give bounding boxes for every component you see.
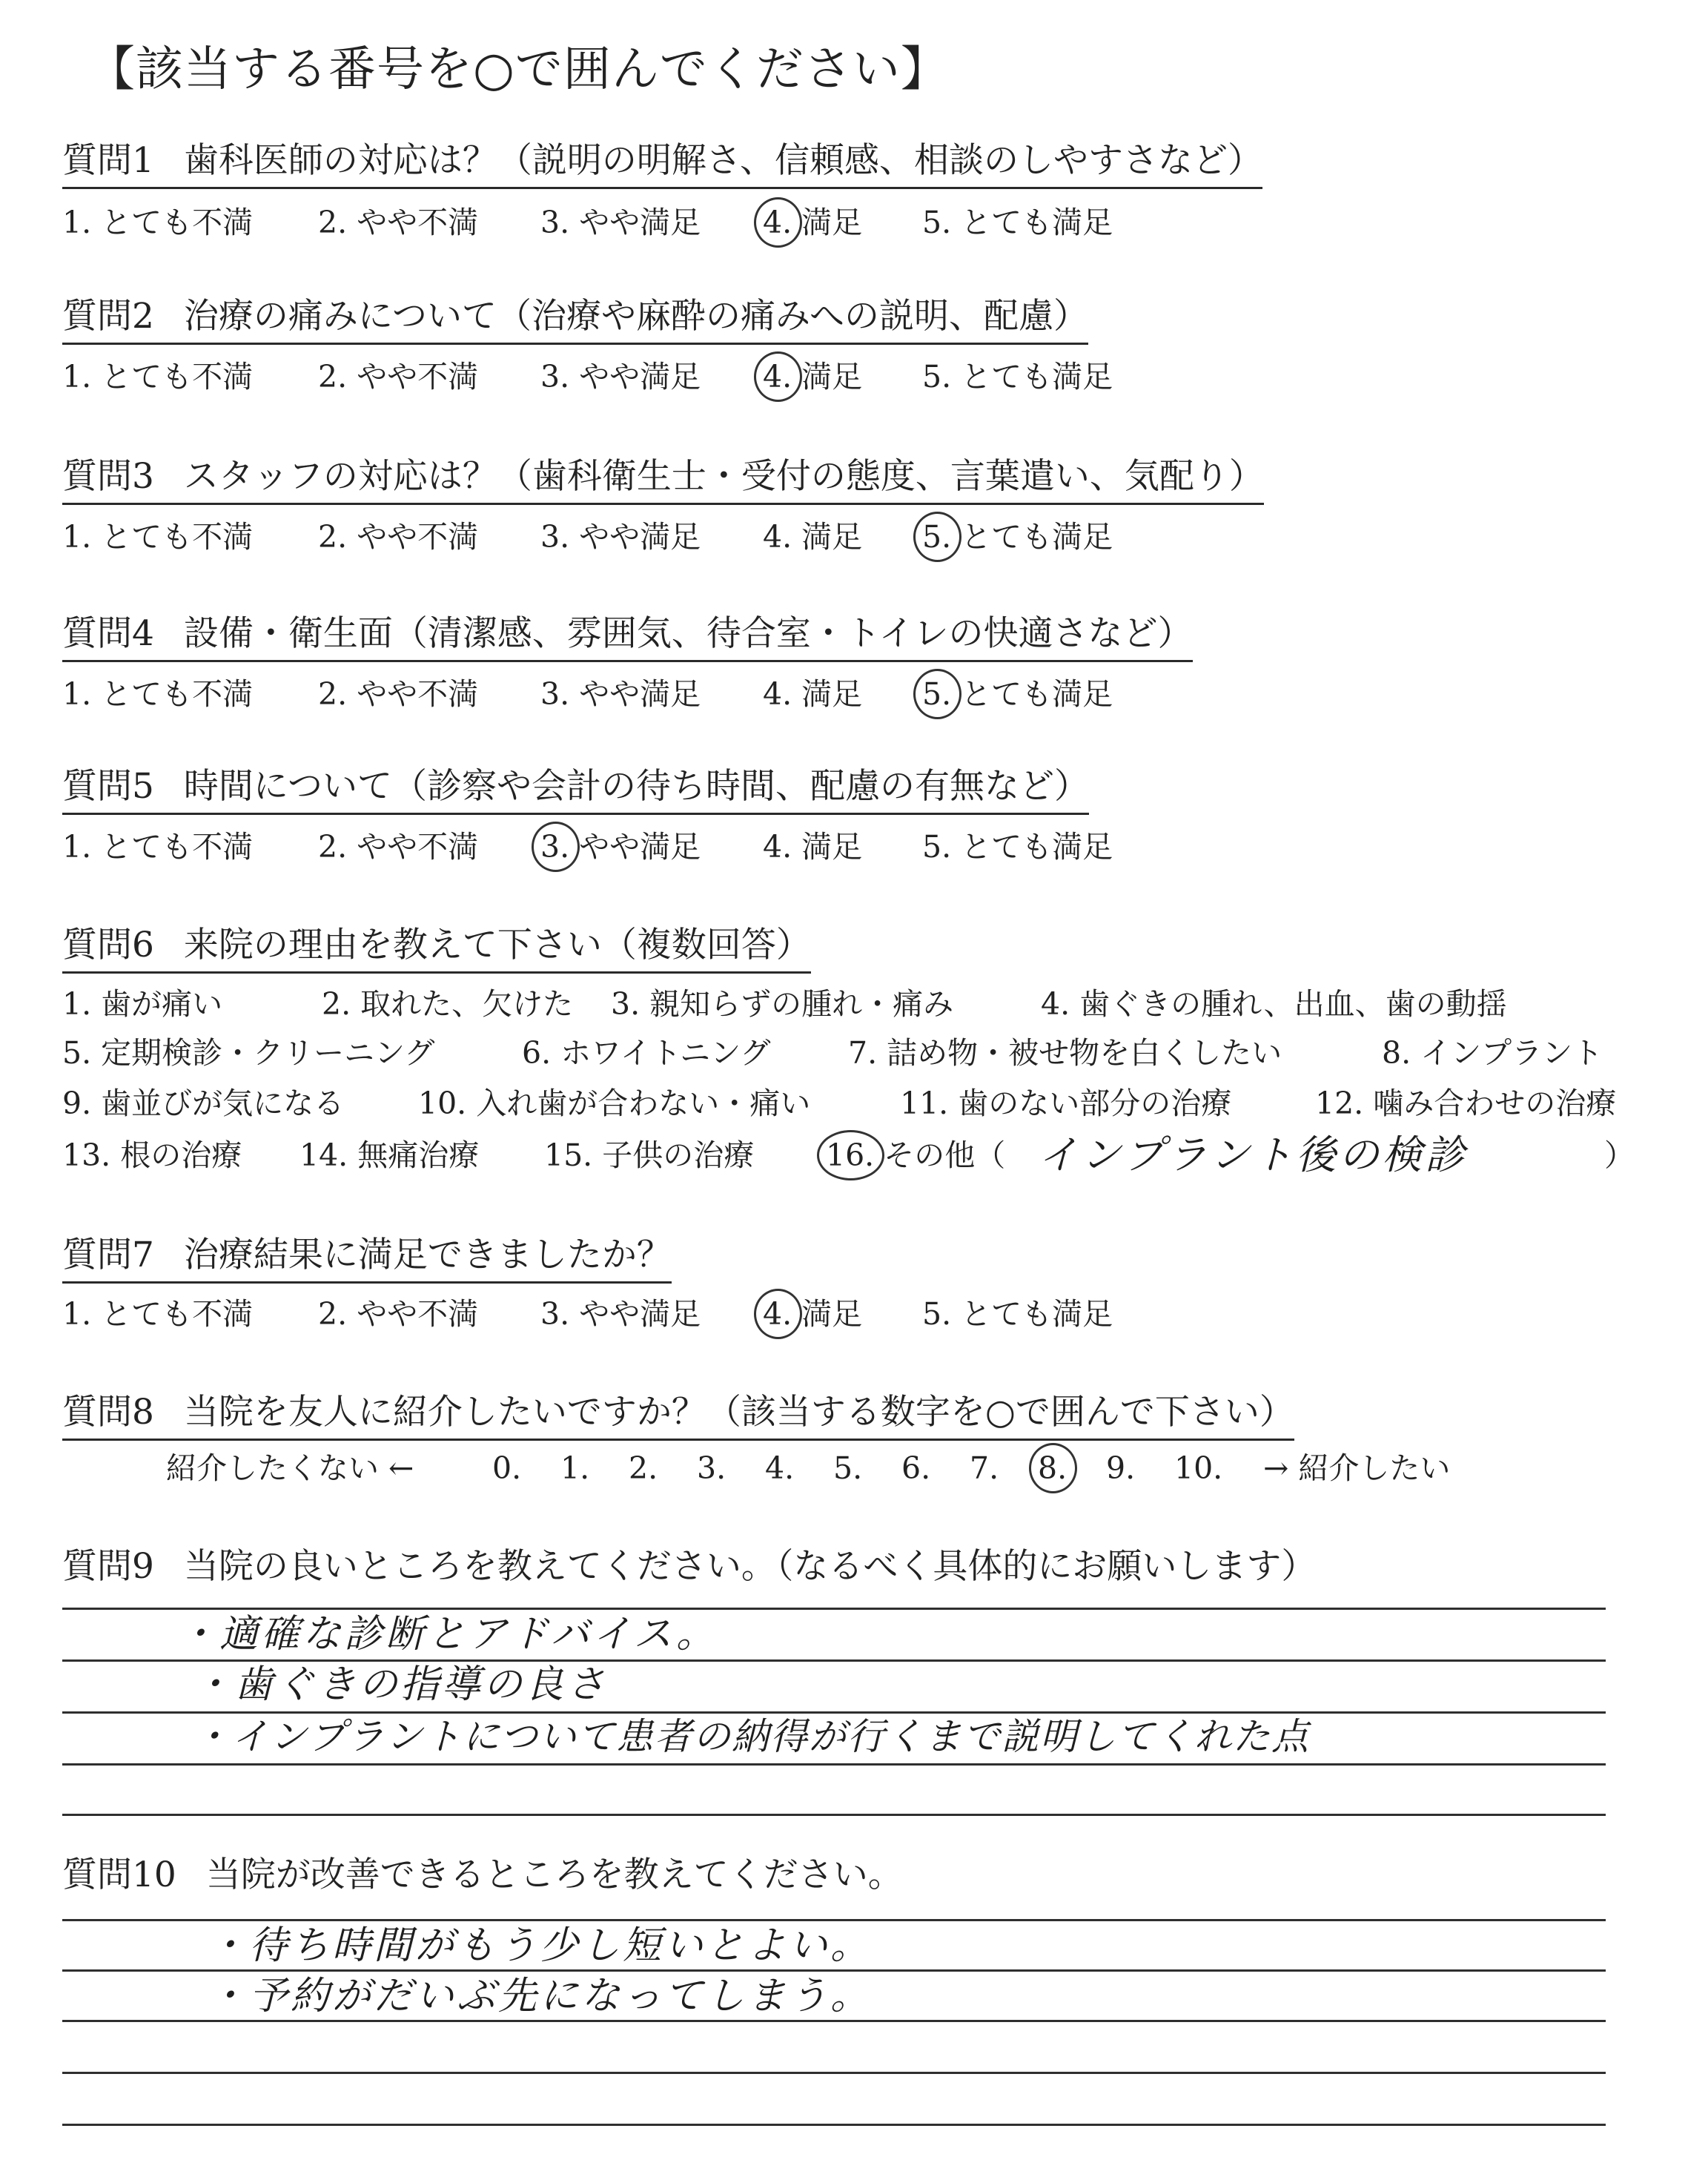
reason-option[interactable]: 14. 無痛治療 — [299, 1137, 480, 1173]
option-1[interactable]: 1. とても不満 — [62, 1296, 254, 1332]
answer-line — [62, 1814, 1606, 1816]
scale-value-2[interactable]: 2. — [629, 1450, 658, 1486]
question-1 — [62, 138, 1262, 189]
scale-right-label: → 紹介したい — [1263, 1450, 1451, 1486]
answer-line — [62, 1919, 1606, 1921]
question-6 — [62, 922, 811, 974]
scale-value-10[interactable]: 10. — [1174, 1450, 1223, 1486]
question-text: 設備・衛生面（清潔感、雰囲気、待合室・トイレの快適さなど） — [183, 613, 1193, 654]
reason-option[interactable]: 9. 歯並びが気になる — [62, 1086, 345, 1121]
scale-value-1[interactable]: 1. — [560, 1450, 590, 1486]
reason-option[interactable]: 8. インプラント — [1382, 1035, 1603, 1071]
scale-value-3[interactable]: 3. — [697, 1450, 726, 1486]
question-text: 歯科医師の対応は？（説明の明解さ、信頼感、相談のしやすさなど） — [183, 140, 1263, 181]
question-text: スタッフの対応は？（歯科衛生士・受付の態度、言葉遣い、気配り） — [183, 456, 1264, 497]
option-1[interactable]: 1. とても不満 — [62, 359, 254, 394]
answer-line — [62, 2124, 1606, 2126]
reason-option[interactable]: 3. 親知らずの腫れ・痛み — [611, 986, 954, 1022]
option-4-selected[interactable]: 4. 満足 — [763, 356, 862, 397]
scale-value-0[interactable]: 0. — [492, 1450, 522, 1486]
question-text: 治療結果に満足できましたか？ — [183, 1235, 672, 1275]
scale-value-7[interactable]: 7. — [970, 1450, 999, 1486]
answer-line — [62, 2072, 1606, 2074]
question-9 — [62, 1544, 1316, 1593]
reason-option[interactable]: 6. ホワイトニング — [522, 1035, 771, 1071]
q10-handwritten-answer-2[interactable]: ・予約がだいぶ先になってしまう。 — [208, 1974, 873, 2018]
question-7 — [62, 1232, 672, 1284]
option-1[interactable]: 1. とても不満 — [62, 205, 254, 240]
answer-circle: 4. — [763, 356, 792, 397]
option-4[interactable]: 4. 満足 — [763, 676, 863, 712]
answer-circle: 8. — [1038, 1447, 1067, 1489]
scale-value-5[interactable]: 5. — [833, 1450, 863, 1486]
option-5[interactable]: 5. とても満足 — [922, 359, 1113, 394]
option-5-selected[interactable]: 5. とても満足 — [922, 673, 1113, 715]
option-2[interactable]: 2. やや不満 — [318, 829, 479, 865]
question-2 — [62, 294, 1088, 345]
question-number: 質問3 — [62, 456, 154, 497]
question-number: 質問6 — [62, 925, 154, 965]
scale-value-4[interactable]: 4. — [765, 1450, 795, 1486]
scale-value-9[interactable]: 9. — [1106, 1450, 1136, 1486]
q9-handwritten-answer-2[interactable]: ・歯ぐきの指導の良さ — [193, 1662, 609, 1707]
option-3[interactable]: 3. やや満足 — [540, 676, 701, 712]
answer-line — [62, 1969, 1606, 1972]
answer-line — [62, 1608, 1606, 1610]
option-5[interactable]: 5. とても満足 — [922, 829, 1113, 865]
answer-circle: 5. — [922, 673, 951, 715]
question-4 — [62, 611, 1193, 662]
option-3[interactable]: 3. やや満足 — [540, 205, 701, 240]
option-1[interactable]: 1. とても不満 — [62, 519, 254, 555]
question-number: 質問1 — [62, 140, 154, 181]
other-reason-handwriting[interactable]: インプラント後の検診 — [1038, 1132, 1468, 1178]
answer-circle: 3. — [540, 826, 569, 868]
question-number: 質問7 — [62, 1235, 154, 1275]
option-5[interactable]: 5. とても満足 — [922, 1296, 1113, 1332]
option-4-selected[interactable]: 4. 満足 — [763, 1293, 862, 1335]
answer-circle: 16. — [826, 1135, 874, 1176]
q9-handwritten-answer-3[interactable]: ・インプラントについて患者の納得が行くまで説明してくれた点 — [193, 1715, 1310, 1758]
q10-handwritten-answer-1[interactable]: ・待ち時間がもう少し短いとよい。 — [208, 1923, 873, 1968]
page-title: 【該当する番号を○で囲んでください】 — [87, 42, 949, 97]
reason-option[interactable]: 2. 取れた、欠けた — [322, 986, 574, 1022]
scale-value-6[interactable]: 6. — [901, 1450, 931, 1486]
question-text: 治療の痛みについて（治療や麻酔の痛みへの説明、配慮） — [183, 296, 1089, 337]
q9-handwritten-answer-1[interactable]: ・適確な診断とアドバイス。 — [178, 1612, 718, 1657]
question-8 — [62, 1390, 1294, 1441]
reason-option[interactable]: 5. 定期検診・クリーニング — [62, 1035, 435, 1071]
answer-line — [62, 1763, 1606, 1766]
question-number: 質問8 — [62, 1392, 154, 1433]
answer-circle: 4. — [763, 1293, 792, 1335]
option-4[interactable]: 4. 満足 — [763, 519, 863, 555]
scale-left-label: 紹介したくない ← — [166, 1450, 414, 1486]
answer-circle: 5. — [922, 516, 951, 558]
answer-line — [62, 2020, 1606, 2022]
reason-option[interactable]: 4. 歯ぐきの腫れ、出血、歯の動揺 — [1041, 986, 1507, 1022]
reason-option[interactable]: 11. 歯のない部分の治療 — [900, 1086, 1232, 1121]
option-4[interactable]: 4. 満足 — [763, 829, 863, 865]
reason-option[interactable]: 10. 入れ歯が合わない・痛い — [418, 1086, 811, 1121]
question-number: 質問10 — [62, 1855, 176, 1895]
reason-option[interactable]: 15. 子供の治療 — [544, 1137, 755, 1173]
other-close-paren: ） — [1604, 1137, 1635, 1173]
reason-option[interactable]: 12. 噛み合わせの治療 — [1315, 1086, 1617, 1121]
question-number: 質問2 — [62, 296, 154, 337]
option-5-selected[interactable]: 5. とても満足 — [922, 516, 1113, 558]
reason-option[interactable]: 13. 根の治療 — [62, 1137, 242, 1173]
option-1[interactable]: 1. とても不満 — [62, 676, 254, 712]
question-number: 質問4 — [62, 613, 154, 654]
question-text: 当院が改善できるところを教えてください。 — [205, 1855, 903, 1895]
reason-option-other-selected[interactable]: 16. その他（ — [826, 1135, 1005, 1176]
option-3[interactable]: 3. やや満足 — [540, 1296, 701, 1332]
reason-option[interactable]: 1. 歯が痛い — [62, 986, 223, 1022]
question-text: 当院を友人に紹介したいですか？（該当する数字を○で囲んで下さい） — [183, 1392, 1294, 1433]
question-text: 時間について（診察や会計の待ち時間、配慮の有無など） — [183, 766, 1089, 807]
option-3[interactable]: 3. やや満足 — [540, 359, 701, 394]
question-text: 当院の良いところを教えてください。（なるべく具体的にお願いします） — [183, 1546, 1317, 1587]
reason-option[interactable]: 7. 詰め物・被せ物を白くしたい — [848, 1035, 1282, 1071]
question-text: 来院の理由を教えて下さい（複数回答） — [183, 925, 811, 965]
question-3 — [62, 454, 1264, 505]
option-1[interactable]: 1. とても不満 — [62, 829, 254, 865]
option-3[interactable]: 3. やや満足 — [540, 519, 701, 555]
option-2[interactable]: 2. やや不満 — [318, 205, 479, 240]
option-4-selected[interactable]: 4. 満足 — [763, 202, 862, 243]
question-10 — [62, 1852, 903, 1901]
option-5[interactable]: 5. とても満足 — [922, 205, 1113, 240]
scale-value-8-selected[interactable] — [1038, 1447, 1067, 1489]
question-5 — [62, 764, 1089, 815]
option-3-selected[interactable]: 3. やや満足 — [540, 826, 701, 868]
option-2[interactable]: 2. やや不満 — [318, 359, 479, 394]
option-2[interactable]: 2. やや不満 — [318, 519, 479, 555]
answer-circle: 4. — [763, 202, 792, 243]
option-2[interactable]: 2. やや不満 — [318, 676, 479, 712]
question-number: 質問9 — [62, 1546, 154, 1587]
question-number: 質問5 — [62, 766, 154, 807]
option-2[interactable]: 2. やや不満 — [318, 1296, 479, 1332]
